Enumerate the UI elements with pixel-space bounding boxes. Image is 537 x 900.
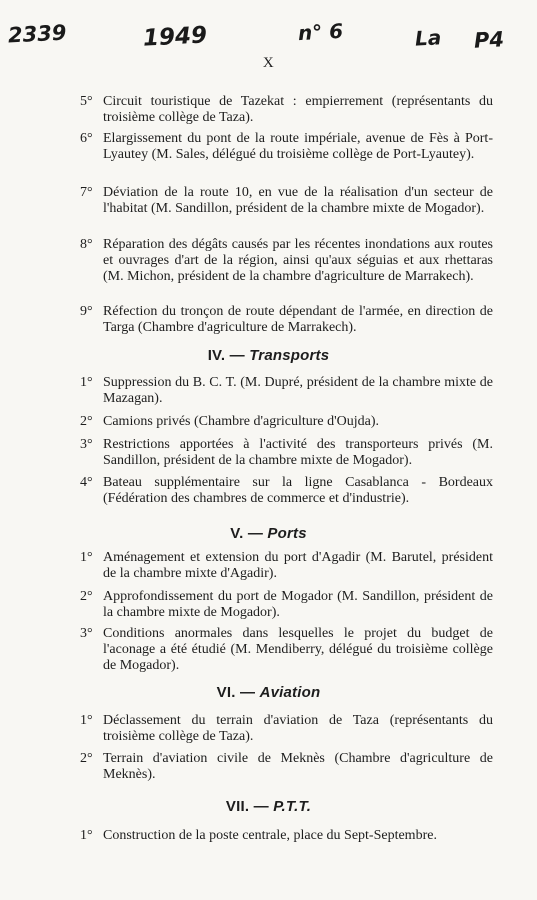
- item-number: 7°: [80, 185, 93, 200]
- item-text: Construction de la poste centrale, place du Sept-Septembre.: [103, 828, 437, 843]
- section-heading-ptt: [0, 798, 537, 815]
- list-item: [80, 94, 493, 126]
- list-item: [80, 626, 493, 674]
- item-number: 6°: [80, 131, 93, 146]
- handwritten-note: P4: [473, 27, 505, 53]
- item-number: 8°: [80, 237, 93, 252]
- list-item: [80, 237, 493, 285]
- item-number: 4°: [80, 475, 93, 490]
- section-heading-ports: [0, 525, 537, 542]
- item-text: Approfondissement du port de Mogador (M. Sandillon, président de la chambre mixte de Mogador).: [103, 589, 493, 620]
- page-number: X: [262, 55, 275, 71]
- list-item: [80, 375, 493, 407]
- list-item: [80, 475, 493, 507]
- section-title: Ports: [267, 525, 307, 542]
- item-text: Terrain d'aviation civile de Meknès (Chambre d'agriculture de Meknès).: [103, 751, 493, 782]
- item-number: 1°: [80, 713, 93, 728]
- item-number: 1°: [80, 550, 93, 565]
- handwritten-note: La: [414, 25, 442, 51]
- item-text: Bateau supplémentaire sur la ligne Casablanca - Bordeaux (Fédération des chambres de commerce et d'industrie).: [103, 475, 493, 506]
- list-item: [80, 304, 493, 336]
- item-number: 5°: [80, 94, 93, 109]
- section-title: Aviation: [259, 684, 321, 701]
- item-text: Déclassement du terrain d'aviation de Taza (représentants du troisième collège de Taza).: [103, 713, 493, 744]
- list-item: [80, 550, 493, 582]
- item-text: Réfection du tronçon de route dépendant de l'armée, en direction de Targa (Chambre d'agriculture de Marrakech).: [103, 304, 493, 335]
- item-text: Réparation des dégâts causés par les récentes inondations aux routes et ouvrages d'art de la région, ainsi qu'aux séguias et aux rhettaras (M. Michon, président de la chambre d'agriculture de Marrakech).: [103, 237, 493, 284]
- item-number: 9°: [80, 304, 93, 319]
- section-number: V.: [230, 525, 244, 542]
- item-text: Aménagement et extension du port d'Agadir (M. Barutel, président de la chambre mixte d'Agadir).: [103, 550, 493, 581]
- item-text: Suppression du B. C. T. (M. Dupré, président de la chambre mixte de Mazagan).: [103, 375, 493, 406]
- section-number: IV.: [207, 347, 226, 364]
- list-item: [80, 828, 493, 844]
- handwritten-note: 1949: [142, 22, 208, 52]
- section-dash: —: [247, 525, 264, 542]
- handwritten-note: 2339: [7, 20, 68, 48]
- section-number: VII.: [225, 798, 250, 815]
- item-number: 3°: [80, 626, 93, 641]
- item-text: Camions privés (Chambre d'agriculture d'Oujda).: [103, 414, 380, 429]
- section-heading-aviation: [0, 684, 537, 701]
- item-number: 3°: [80, 437, 93, 452]
- item-text: Déviation de la route 10, en vue de la réalisation d'un secteur de l'habitat (M. Sandillon, président de la chambre mixte de Mogador).: [103, 185, 493, 216]
- list-item: [80, 437, 493, 469]
- list-item: [80, 185, 493, 217]
- item-number: 1°: [80, 375, 93, 390]
- section-heading-transports: [0, 347, 537, 364]
- item-number: 2°: [80, 589, 93, 604]
- item-number: 1°: [80, 828, 93, 843]
- list-item: [80, 751, 493, 783]
- handwritten-note: n° 6: [297, 18, 344, 46]
- item-text: Circuit touristique de Tazekat : empierrement (représentants du troisième collège de Taza).: [103, 94, 493, 125]
- list-item: [80, 131, 493, 163]
- section-dash: —: [239, 684, 256, 701]
- section-title: P.T.T.: [273, 798, 312, 815]
- section-number: VI.: [216, 684, 236, 701]
- list-item: [80, 414, 493, 430]
- list-item: [80, 589, 493, 621]
- item-text: Elargissement du pont de la route impériale, avenue de Fès à Port-Lyautey (M. Sales, délégué du troisième collège de Port-Lyautey).: [103, 131, 493, 162]
- item-number: 2°: [80, 751, 93, 766]
- section-dash: —: [253, 798, 269, 815]
- item-text: Restrictions apportées à l'activité des transporteurs privés (M. Sandillon, président de la chambre mixte de Mogador).: [103, 437, 493, 468]
- item-text: Conditions anormales dans lesquelles le projet du budget de l'aconage a été étudié (M. Mendiberry, délégué du troisième collège de Mogador).: [103, 626, 493, 673]
- list-item: [80, 713, 493, 745]
- section-dash: —: [229, 347, 245, 364]
- item-number: 2°: [80, 414, 93, 429]
- section-title: Transports: [249, 347, 330, 364]
